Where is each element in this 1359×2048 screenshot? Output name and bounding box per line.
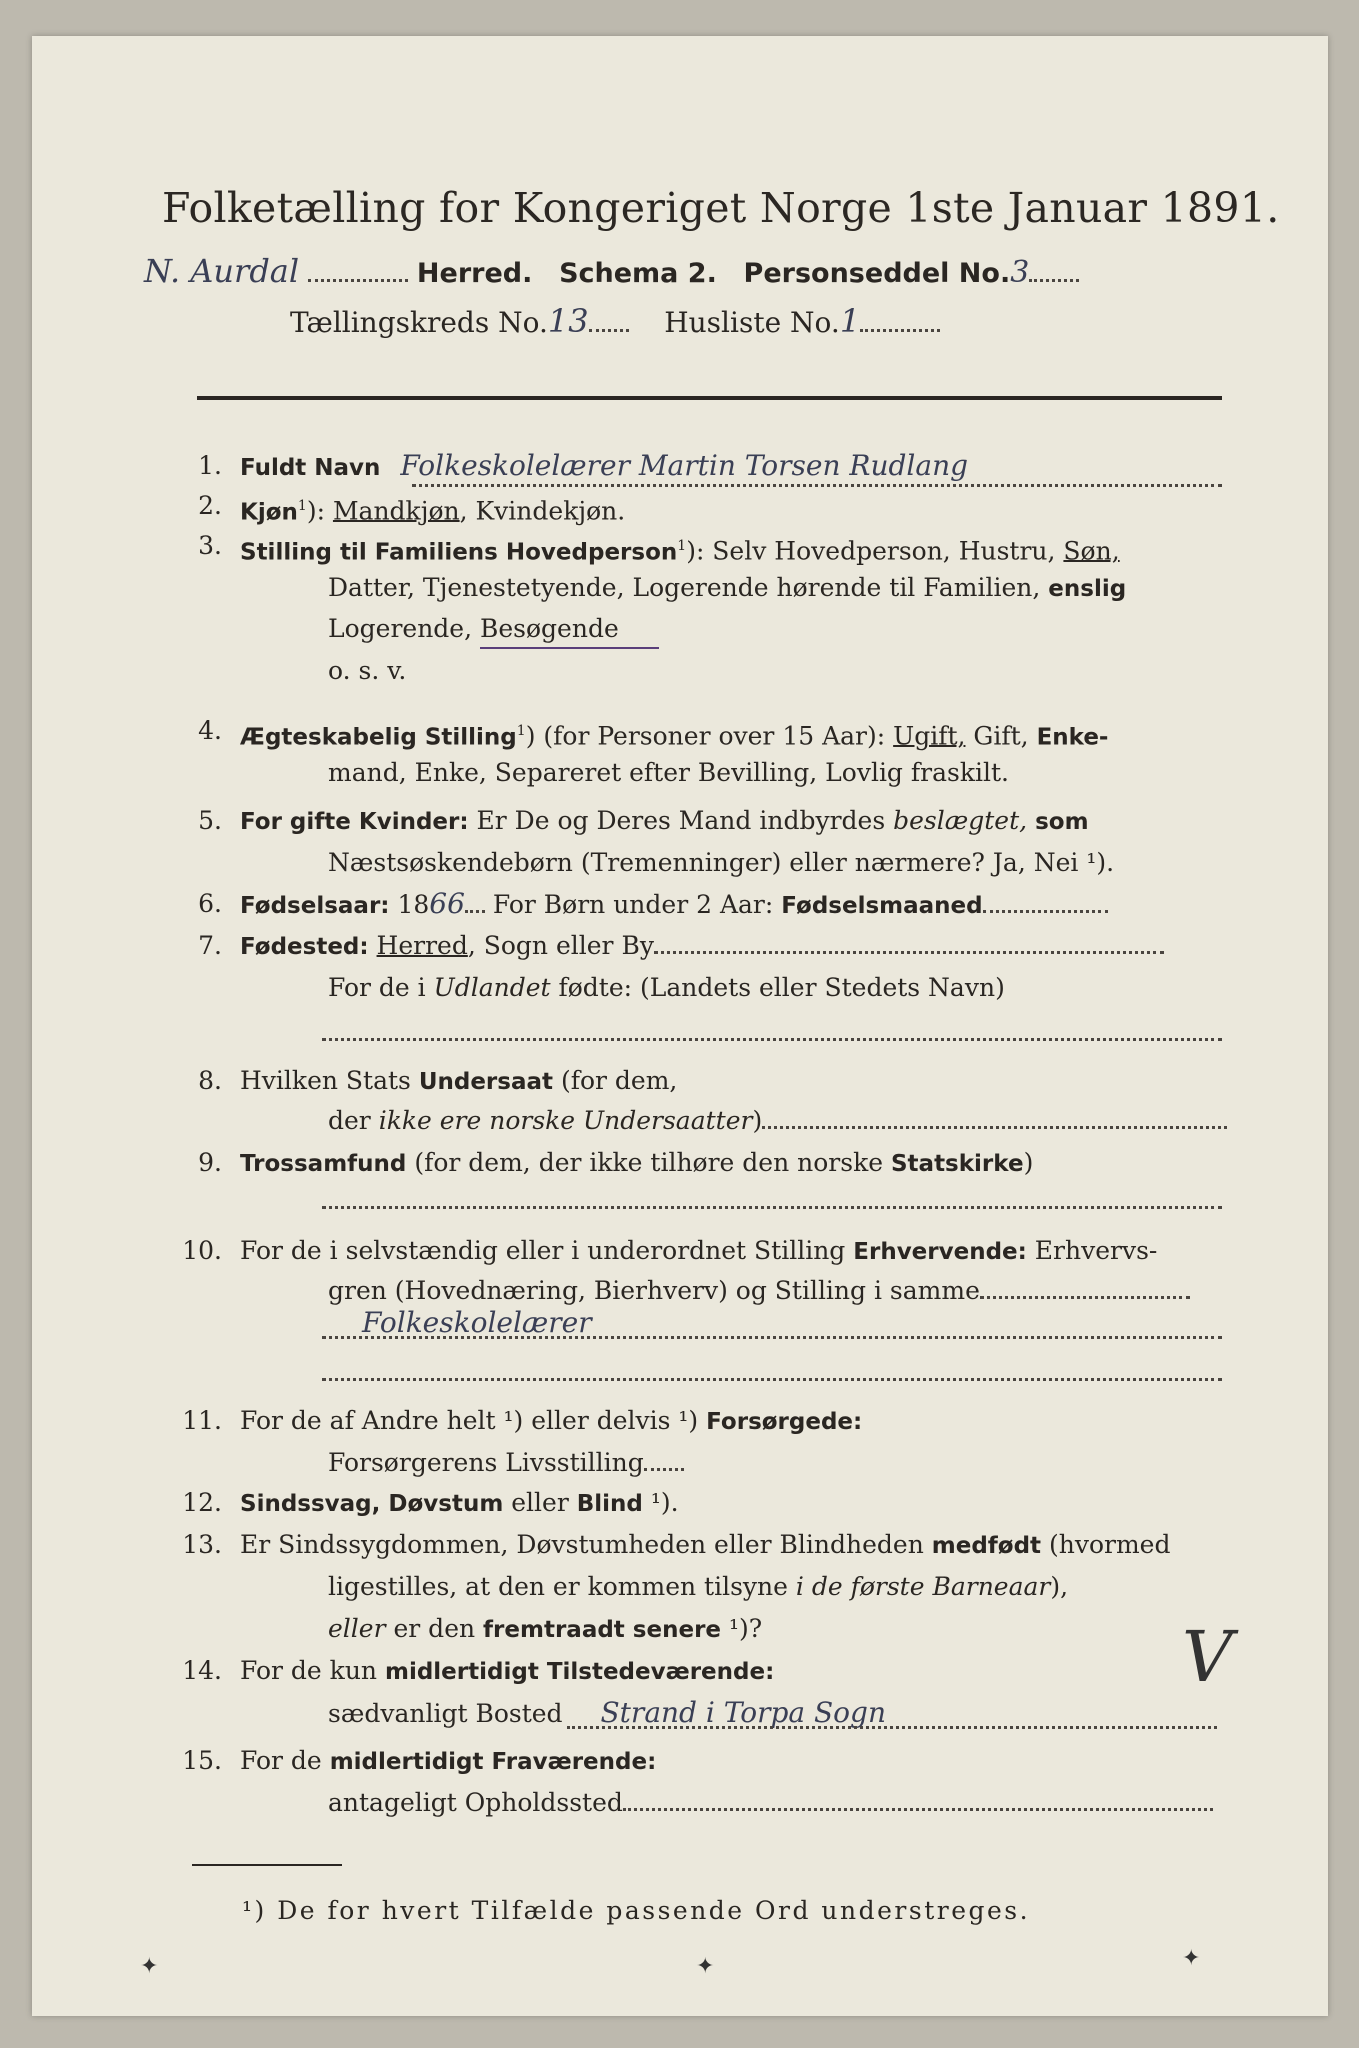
check-mark: V	[1182, 1616, 1233, 1698]
sex-label: Kjøn	[240, 499, 298, 526]
nationality-label: Undersaat	[418, 1069, 553, 1095]
static-text: ),	[1050, 1572, 1069, 1601]
census-form-page	[32, 36, 1328, 2016]
usual-residence-value[interactable]: Strand i Torpa Sogn	[600, 1696, 886, 1729]
family-position-label: Stilling til Familiens Hovedperson	[240, 539, 678, 566]
static-text: er den	[385, 1614, 484, 1643]
item-number: 7.	[198, 931, 222, 960]
marital-status-label: Ægteskabelig Stilling	[240, 724, 517, 751]
registration-mark-icon: ✦	[1182, 1946, 1201, 1971]
item-9	[240, 1148, 1033, 1179]
option-ugift-selected[interactable]: Ugift,	[893, 721, 966, 751]
static-text: Udlandet	[433, 973, 551, 1002]
form-title: Folketælling for Kongeriget Norge 1ste Januar 1891.	[162, 184, 1280, 232]
item-11	[240, 1406, 862, 1437]
static-text: Statskirke	[890, 1151, 1024, 1177]
temporary-absent-label: midlertidigt Fraværende:	[329, 1749, 657, 1775]
static-text: o. s. v.	[328, 656, 407, 685]
birth-year-value[interactable]: 66	[429, 887, 465, 920]
static-text: som	[1027, 809, 1089, 835]
static-text: gren (Hovednæring, Bierhverv) og Stilling i samme	[328, 1276, 980, 1305]
birth-year-label: Fødselsaar:	[240, 893, 390, 919]
option-kvindekjon[interactable]: , Kvindekjøn.	[459, 496, 626, 526]
item-13-line2	[328, 1572, 1068, 1602]
static-text: Næstsøskendebørn (Tremenninger) eller nærmere? Ja, Nei ¹).	[328, 848, 1115, 877]
herred-line	[144, 252, 1079, 290]
static-text: For de kun	[240, 1656, 385, 1685]
static-text: fremtraadt senere	[483, 1617, 722, 1643]
herred-value[interactable]: N. Aurdal	[144, 252, 300, 290]
static-text: ) (for Personer over 15 Aar):	[525, 721, 894, 751]
registration-mark-icon: ✦	[140, 1954, 159, 1979]
static-text: , Sogn eller By	[467, 931, 654, 960]
static-text: medfødt	[931, 1533, 1042, 1559]
item-3-line2	[328, 573, 1126, 604]
item-5	[240, 806, 1089, 837]
static-text: ):	[306, 496, 333, 526]
full-name-label: Fuldt Navn	[240, 455, 381, 481]
item-number: 9.	[198, 1148, 222, 1177]
item-number: 14.	[182, 1656, 222, 1685]
static-text: 18	[389, 890, 430, 919]
religion-label: Trossamfund	[240, 1151, 407, 1177]
disability-label: Sindssvag, Døvstum	[240, 1491, 504, 1517]
option-herred-selected[interactable]: Herred	[376, 931, 468, 960]
static-text: (for dem, der ikke tilhøre den norske	[406, 1148, 891, 1177]
item-number: 1.	[198, 451, 222, 480]
kreds-label: Tællingskreds No.	[290, 306, 548, 339]
temporary-present-label: midlertidigt Tilstedeværende:	[384, 1659, 775, 1685]
item-number: 3.	[198, 531, 222, 560]
static-text: ligestilles, at den er kommen tilsyne	[328, 1572, 796, 1601]
item-7-line2	[328, 973, 1005, 1003]
item-number: 2.	[198, 491, 222, 520]
static-text: (for dem,	[553, 1066, 678, 1095]
personseddel-label: Personseddel No.	[743, 258, 1011, 289]
registration-mark-icon: ✦	[696, 1954, 715, 1979]
herred-label: Herred.	[416, 258, 533, 289]
husliste-label: Husliste No.	[664, 306, 840, 339]
option-gift[interactable]: Gift,	[965, 721, 1037, 751]
item-12	[240, 1488, 679, 1519]
static-text: ): Selv Hovedperson, Hustru,	[686, 536, 1064, 566]
item-number: 12.	[182, 1488, 222, 1517]
occupation-label: Erhvervende:	[853, 1239, 1027, 1265]
static-text: )	[1023, 1148, 1034, 1177]
footnote-rule	[192, 1864, 342, 1866]
static-text: (hvormed	[1041, 1530, 1171, 1559]
item-number: 13.	[182, 1530, 222, 1559]
static-text: ¹)?	[721, 1614, 763, 1643]
item-10-line2	[328, 1276, 1190, 1306]
occupation-value[interactable]: Folkeskolelærer	[362, 1306, 592, 1339]
item-14-line2	[328, 1698, 886, 1729]
header-rule	[197, 396, 1222, 400]
static-text: beslægtet,	[893, 806, 1028, 835]
kreds-line	[290, 302, 940, 340]
item-10-line3	[362, 1308, 592, 1339]
option-mandkjon-selected[interactable]: Mandkjøn	[332, 496, 460, 526]
static-text: antageligt Opholdssted	[328, 1788, 623, 1817]
item-number: 4.	[198, 716, 222, 745]
item-number: 8.	[198, 1066, 222, 1095]
static-text: For de af Andre helt ¹) eller delvis ¹)	[240, 1406, 707, 1435]
item-2	[240, 491, 625, 527]
item-14	[240, 1656, 774, 1687]
item-number: 15.	[182, 1746, 222, 1775]
item-13	[240, 1530, 1170, 1561]
schema-label: Schema 2.	[559, 258, 717, 289]
item-15-line2	[328, 1788, 1213, 1818]
item-6	[240, 889, 1108, 921]
option-enslig[interactable]: enslig	[1048, 576, 1127, 602]
static-text: For de	[240, 1746, 330, 1775]
static-text: Er Sindssygdommen, Døvstumheden eller Blindheden	[240, 1530, 932, 1559]
static-text: For Børn under 2 Aar:	[484, 890, 782, 919]
item-3	[240, 531, 1120, 567]
item-3-line3	[328, 614, 659, 644]
birth-month-label: Fødselsmaaned	[781, 893, 983, 919]
item-number: 11.	[182, 1406, 222, 1435]
married-women-label: For gifte Kvinder:	[240, 809, 469, 835]
item-number: 6.	[198, 889, 222, 918]
item-8	[240, 1066, 677, 1097]
personseddel-value[interactable]: 3	[1010, 255, 1030, 290]
item-1	[240, 451, 968, 483]
static-text: Er De og Deres Mand indbyrdes	[468, 806, 894, 835]
item-13-line3	[328, 1614, 762, 1645]
static-text: sædvanligt Bosted	[328, 1699, 563, 1728]
static-text: Logerende,	[328, 614, 480, 643]
static-text: i de første Barneaar	[795, 1572, 1051, 1601]
footnote-ref: 1	[516, 723, 526, 739]
static-text: Datter, Tjenestetyende, Logerende hørende til Familien,	[328, 573, 1049, 602]
dependents-label: Forsørgede:	[706, 1409, 863, 1435]
footnote-ref: 1	[297, 498, 307, 514]
static-text: ¹).	[642, 1488, 679, 1517]
static-text: ikke ere norske Undersaatter	[378, 1106, 753, 1135]
static-text: fødte: (Landets eller Stedets Navn)	[550, 973, 1005, 1002]
birthplace-label: Fødested:	[240, 934, 369, 960]
option-besogende[interactable]: Besøgende	[480, 614, 659, 649]
static-text: For de i selvstændig eller i underordnet Stilling	[240, 1236, 854, 1265]
static-text: mand, Enke, Separeret efter Bevilling, Lovlig fraskilt.	[328, 758, 1009, 787]
static-text: Forsørgerens Livsstilling	[328, 1448, 644, 1477]
option-enkemand[interactable]: Enke-	[1036, 724, 1109, 751]
static-text: For de i	[328, 973, 434, 1002]
item-11-line2	[328, 1448, 684, 1478]
footnote-text: ¹) De for hvert Tilfælde passende Ord understreges.	[242, 1896, 1031, 1925]
item-15	[240, 1746, 656, 1777]
static-text: eller	[328, 1614, 386, 1643]
item-7	[240, 931, 1164, 962]
item-8-line2	[328, 1106, 1227, 1136]
full-name-value[interactable]: Folkeskolelærer Martin Torsen Rudlang	[400, 449, 969, 482]
static-text: eller	[503, 1488, 577, 1517]
item-4	[240, 716, 1108, 752]
item-number: 5.	[198, 806, 222, 835]
static-text: der	[328, 1106, 379, 1135]
static-text: )	[752, 1106, 763, 1135]
kreds-value[interactable]: 13	[547, 302, 589, 340]
static-text: Erhvervs-	[1026, 1236, 1158, 1265]
husliste-value[interactable]: 1	[839, 302, 861, 340]
option-son-selected[interactable]: Søn,	[1063, 536, 1120, 566]
footnote-ref: 1	[677, 538, 687, 554]
static-text: Blind	[576, 1491, 643, 1517]
item-number: 10.	[182, 1236, 222, 1265]
static-text: Hvilken Stats	[240, 1066, 419, 1095]
item-10	[240, 1236, 1157, 1267]
